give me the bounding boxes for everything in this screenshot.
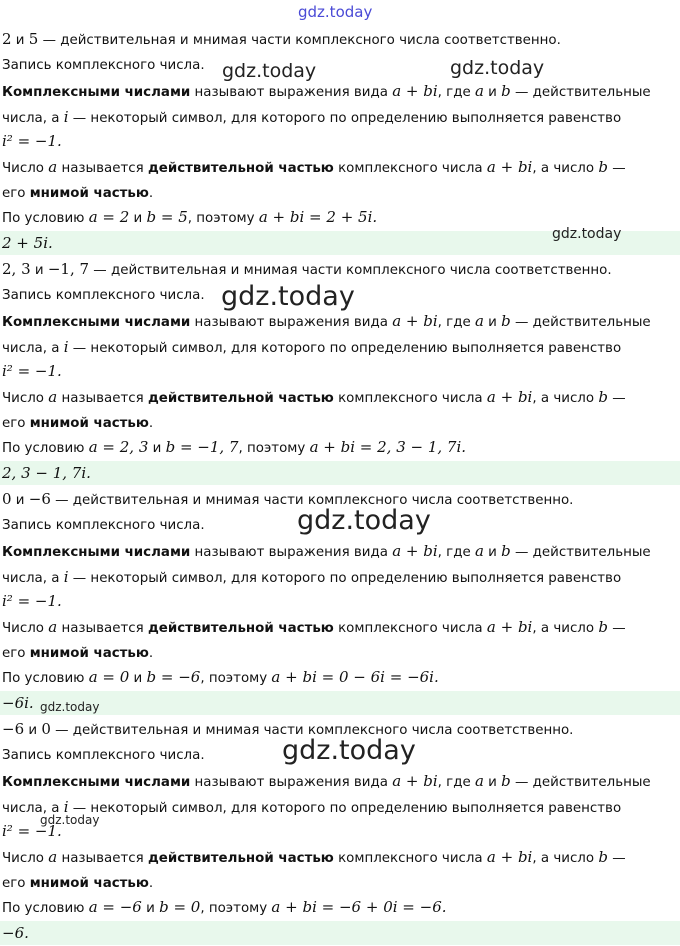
condition-line: По условию a = 2, 3 и b = −1, 7, поэтому a + bi = 2, 3 − 1, 7i.	[2, 438, 467, 456]
watermark: gdz.today	[222, 60, 317, 82]
record-heading: Запись комплексного числа.	[2, 288, 205, 303]
parts-line: −6 и 0 — действительная и мнимая части комплексного числа соответственно.	[2, 720, 574, 738]
condition-line: По условию a = 0 и b = −6, поэтому a + bi = 0 − 6i = −6i.	[2, 668, 439, 686]
definition-equation: i² = −1.	[2, 362, 62, 380]
definition-line-1: Комплексными числами называют выражения вида a + bi, где a и b — действительные	[2, 542, 651, 560]
answer: 2 + 5i.	[2, 234, 53, 252]
watermark: gdz.today	[552, 226, 622, 242]
answer: −6i.	[2, 694, 34, 712]
definition-equation: i² = −1.	[2, 132, 62, 150]
answer: 2, 3 − 1, 7i.	[2, 464, 91, 482]
condition-line: По условию a = 2 и b = 5, поэтому a + bi = 2 + 5i.	[2, 208, 378, 226]
answer-band	[0, 691, 680, 715]
watermark-top: gdz.today	[298, 3, 373, 21]
definition-line-2: числа, а i — некоторый символ, для которого по определению выполняется равенство	[2, 338, 622, 356]
record-heading: Запись комплексного числа.	[2, 518, 205, 533]
record-heading: Запись комплексного числа.	[2, 58, 205, 73]
real-part-line-1: Число a называется действительной частью комплексного числа a + bi, а число b —	[2, 158, 626, 176]
answer-band	[0, 461, 680, 485]
answer-band	[0, 921, 680, 945]
real-part-line-1: Число a называется действительной частью комплексного числа a + bi, а число b —	[2, 618, 626, 636]
real-part-line-2: его мнимой частью.	[2, 416, 154, 431]
watermark: gdz.today	[40, 700, 100, 714]
answer: −6.	[2, 924, 29, 942]
watermark: gdz.today	[221, 281, 355, 312]
definition-line-1: Комплексными числами называют выражения вида a + bi, где a и b — действительные	[2, 82, 651, 100]
real-part-line-1: Число a называется действительной частью комплексного числа a + bi, а число b —	[2, 388, 626, 406]
definition-line-2: числа, а i — некоторый символ, для которого по определению выполняется равенство	[2, 108, 622, 126]
watermark: gdz.today	[282, 735, 416, 766]
watermark: gdz.today	[450, 57, 545, 79]
definition-line-2: числа, а i — некоторый символ, для которого по определению выполняется равенство	[2, 798, 622, 816]
definition-line-1: Комплексными числами называют выражения вида a + bi, где a и b — действительные	[2, 312, 651, 330]
real-part-line-2: его мнимой частью.	[2, 876, 154, 891]
definition-equation: i² = −1.	[2, 822, 62, 840]
parts-line: 0 и −6 — действительная и мнимая части комплексного числа соответственно.	[2, 490, 574, 508]
definition-line-1: Комплексными числами называют выражения вида a + bi, где a и b — действительные	[2, 772, 651, 790]
watermark: gdz.today	[40, 813, 100, 827]
definition-equation: i² = −1.	[2, 592, 62, 610]
definition-line-2: числа, а i — некоторый символ, для которого по определению выполняется равенство	[2, 568, 622, 586]
parts-line: 2, 3 и −1, 7 — действительная и мнимая части комплексного числа соответственно.	[2, 260, 612, 278]
real-part-line-2: его мнимой частью.	[2, 186, 154, 201]
record-heading: Запись комплексного числа.	[2, 748, 205, 763]
parts-line: 2 и 5 — действительная и мнимая части комплексного числа соответственно.	[2, 30, 561, 48]
condition-line: По условию a = −6 и b = 0, поэтому a + bi = −6 + 0i = −6.	[2, 898, 447, 916]
real-part-line-1: Число a называется действительной частью комплексного числа a + bi, а число b —	[2, 848, 626, 866]
watermark: gdz.today	[297, 505, 431, 536]
real-part-line-2: его мнимой частью.	[2, 646, 154, 661]
